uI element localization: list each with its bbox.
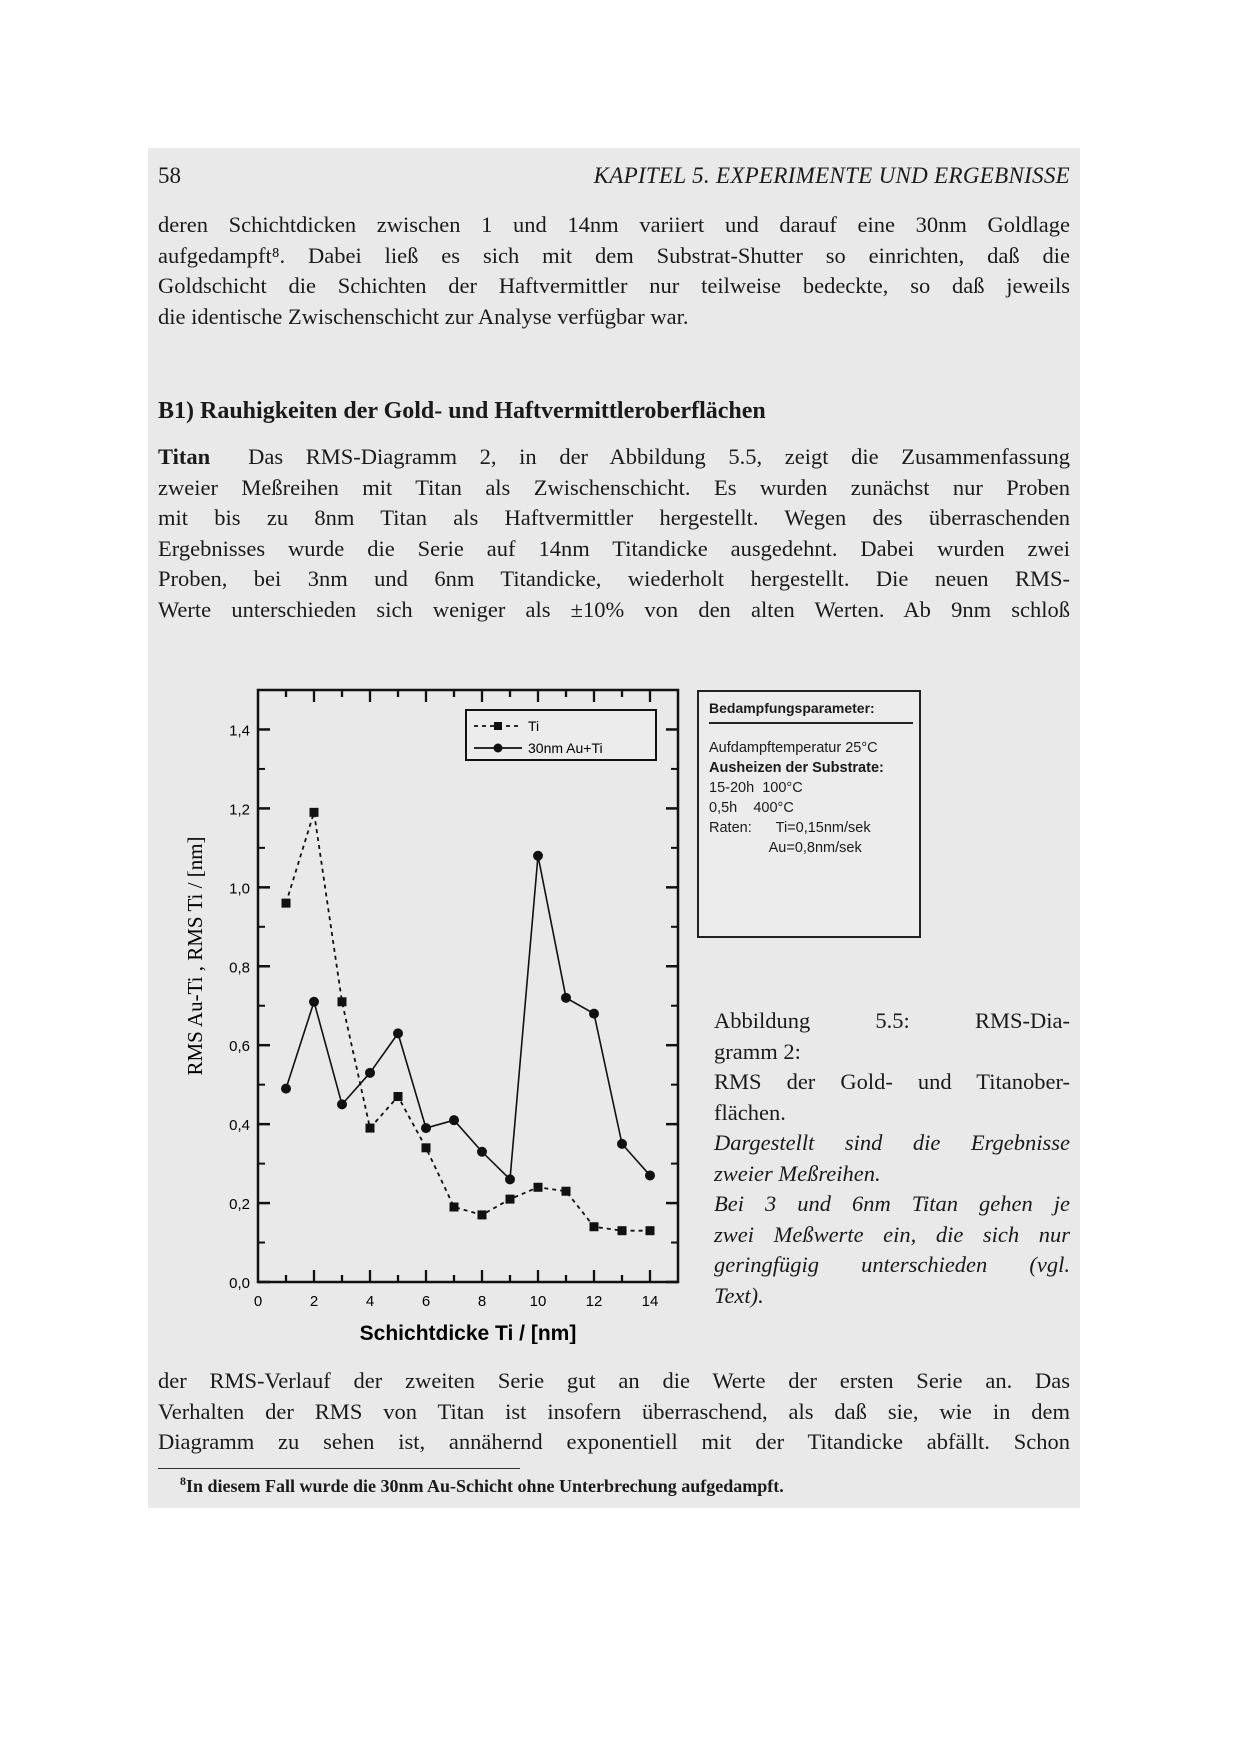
y-tick-label: 0,2 — [229, 1196, 250, 1214]
data-point-circle — [617, 1139, 627, 1149]
caption-line: zweier Meßreihen. — [714, 1160, 881, 1186]
text-line — [158, 442, 1070, 473]
text-line: Diagramm zu sehen ist, annähernd exponentiell mit der Titandicke abfällt. Schon — [158, 1429, 1070, 1454]
text-line: Proben, bei 3nm und 6nm Titandicke, wiederholt hergestellt. Die neuen RMS- — [158, 566, 1070, 591]
plot-frame — [258, 690, 678, 1282]
data-point-circle — [393, 1028, 403, 1038]
text-line: zweier Meßreihen mit Titan als Zwischenschicht. Es wurden zunächst nur Proben — [158, 474, 1070, 500]
text-line: mit bis zu 8nm Titan als Haftvermittler hergestellt. Wegen des überraschenden — [158, 505, 1070, 530]
footnote — [180, 1474, 784, 1497]
data-point-circle — [589, 1009, 599, 1019]
page-number: 58 — [158, 163, 181, 188]
data-point-square — [618, 1226, 627, 1235]
data-point-square — [534, 1183, 543, 1192]
caption-line: Text). — [714, 1282, 764, 1308]
y-tick-label: 1,4 — [229, 722, 250, 740]
x-tick-label: 14 — [641, 1293, 659, 1310]
x-tick-label: 10 — [529, 1293, 547, 1310]
text-line: Goldschicht die Schichten der Haftvermittler nur teilweise bedeckte, so daß jeweils — [158, 273, 1070, 298]
text-line: aufgedampft⁸. Dabei ließ es sich mit dem Substrat-Shutter so einrichten, daß die — [158, 242, 1070, 268]
legend-marker-circle — [494, 744, 503, 753]
caption-line: zwei Meßwerte ein, die sich nur — [714, 1221, 1070, 1247]
data-point-square — [590, 1222, 599, 1231]
data-point-square — [394, 1092, 403, 1101]
data-point-circle — [505, 1174, 515, 1184]
run-in-heading: Titan — [158, 444, 211, 469]
x-tick-label: 8 — [477, 1293, 487, 1310]
parameter-line: Au=0,8nm/sek — [709, 840, 862, 856]
x-tick-label: 2 — [309, 1293, 319, 1310]
data-point-circle — [337, 1099, 347, 1109]
y-tick-label: 0,8 — [229, 959, 250, 977]
data-point-square — [422, 1143, 431, 1152]
after-paragraph — [158, 1366, 1070, 1458]
caption-line: flächen. — [714, 1099, 786, 1125]
section-heading: B1) Rauhigkeiten der Gold- und Haftvermittleroberflächen — [158, 398, 766, 424]
caption-line: Bei 3 und 6nm Titan gehen je — [714, 1191, 1070, 1216]
parameter-line: 0,5h 400°C — [709, 800, 794, 816]
footnote-mark: 8 — [180, 1474, 186, 1488]
y-tick-label: 1,2 — [229, 801, 250, 819]
legend-label: Ti — [528, 718, 540, 734]
x-tick-label: 4 — [365, 1293, 375, 1310]
parameters-box — [697, 690, 921, 938]
data-point-square — [282, 899, 291, 908]
parameter-line: Ausheizen der Substrate: — [709, 760, 884, 776]
caption-line: gramm 2: — [714, 1038, 801, 1064]
data-point-square — [478, 1210, 487, 1219]
caption-line: RMS der Gold- und Titanober- — [714, 1069, 1070, 1094]
intro-paragraph — [158, 210, 1070, 332]
y-tick-label: 1,0 — [229, 880, 250, 898]
y-tick-label: 0,6 — [229, 1038, 250, 1056]
x-tick-label: 6 — [421, 1293, 431, 1310]
data-point-circle — [477, 1147, 487, 1157]
data-point-square — [310, 808, 319, 817]
data-point-square — [646, 1226, 655, 1235]
footnote-rule — [158, 1468, 520, 1469]
x-tick-label: 0 — [253, 1293, 263, 1310]
y-axis-label: RMS Au-Ti , RMS Ti / [nm] — [183, 836, 207, 1076]
text-line: Ergebnisses wurde die Serie auf 14nm Titandicke ausgedehnt. Dabei wurden zwei — [158, 535, 1070, 561]
data-point-square — [338, 997, 347, 1006]
data-point-circle — [645, 1170, 655, 1180]
data-point-circle — [309, 997, 319, 1007]
parameters-title: Bedampfungsparameter: — [709, 698, 913, 724]
caption-line: Abbildung 5.5: RMS-Dia- — [714, 1008, 1070, 1033]
parameter-line: Aufdampftemperatur 25°C — [709, 740, 878, 756]
figure-caption — [714, 1006, 1070, 1311]
y-tick-label: 0,0 — [229, 1275, 250, 1292]
x-tick-label: 12 — [585, 1293, 603, 1310]
text-line: Werte unterschieden sich weniger als ±10% von den alten Werten. Ab 9nm schloß — [158, 596, 1070, 622]
data-point-square — [562, 1187, 571, 1196]
parameter-line: Raten: Ti=0,15nm/sek — [709, 820, 871, 836]
data-point-circle — [421, 1123, 431, 1133]
x-axis-label: Schichtdicke Ti / [nm] — [359, 1322, 577, 1344]
rms-chart — [176, 684, 696, 1344]
data-point-square — [450, 1203, 459, 1212]
text-line: der RMS-Verlauf der zweiten Serie gut an die Werte der ersten Serie an. Das — [158, 1368, 1070, 1393]
data-point-square — [366, 1124, 375, 1133]
legend-label: 30nm Au+Ti — [528, 740, 603, 756]
footnote-text: In diesem Fall wurde die 30nm Au-Schicht ohne Unterbrechung aufgedampft. — [186, 1476, 784, 1496]
data-point-circle — [365, 1068, 375, 1078]
caption-line: Dargestellt sind die Ergebnisse — [714, 1130, 1070, 1155]
titan-paragraph — [158, 442, 1070, 625]
data-point-square — [506, 1195, 515, 1204]
data-point-circle — [449, 1115, 459, 1125]
running-head: KAPITEL 5. EXPERIMENTE UND ERGEBNISSE — [593, 163, 1070, 188]
parameter-line: 15-20h 100°C — [709, 780, 803, 796]
text-line: die identische Zwischenschicht zur Analyse verfügbar war. — [158, 303, 689, 329]
data-point-circle — [561, 993, 571, 1003]
text-line-body: Das RMS-Diagramm 2, in der Abbildung 5.5, zeigt die Zusammenfassung — [248, 444, 1070, 469]
text-line: deren Schichtdicken zwischen 1 und 14nm variiert und darauf eine 30nm Goldlage — [158, 212, 1070, 237]
data-point-circle — [533, 851, 543, 861]
y-tick-label: 0,4 — [229, 1117, 250, 1135]
caption-line: geringfügig unterschieden (vgl. — [714, 1252, 1070, 1277]
legend-marker-square — [494, 722, 502, 730]
text-line: Verhalten der RMS von Titan ist insofern überraschend, als daß sie, wie in dem — [158, 1398, 1070, 1424]
data-point-circle — [281, 1084, 291, 1094]
